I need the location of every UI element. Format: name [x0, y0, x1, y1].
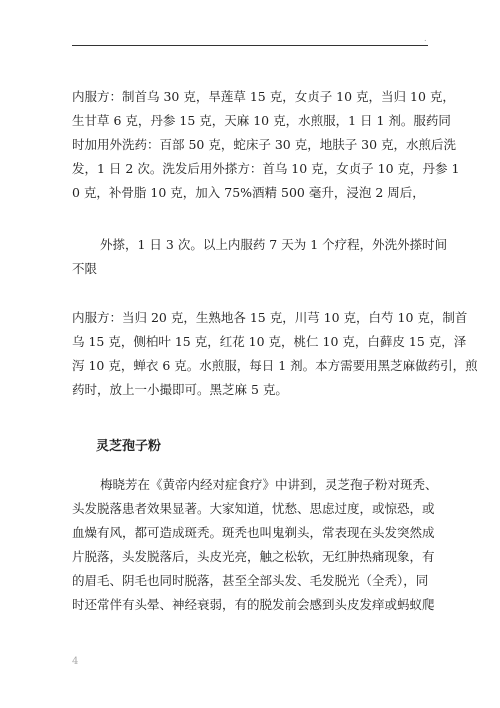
text-line: 0 克，补骨脂 10 克，加入 75%酒精 500 毫升，浸泡 2 周后，	[72, 185, 425, 200]
section-heading: 灵芝孢子粉	[96, 439, 162, 454]
text-line: 头发脱落患者效果显著。大家知道，忧愁、思虑过度，或惊恐，或	[72, 501, 435, 516]
text-line: 泻 10 克，蝉衣 6 克。水煎服，每日 1 剂。本方需要用黑芝麻做药引，煎	[72, 358, 478, 373]
text-line: 发，1 日 2 次。洗发后用外搽方：首乌 10 克，女贞子 10 克，丹参 1	[72, 161, 460, 176]
text-line: 梅晓芳在《黄帝内经对症食疗》中讲到，灵芝孢子粉对斑秃、	[100, 477, 438, 492]
header-mark: .	[424, 34, 427, 43]
text-line: 内服方：当归 20 克，生熟地各 15 克，川芎 10 克，白芍 10 克，制首	[72, 310, 468, 325]
text-line: 的眉毛、阴毛也同时脱落，甚至全部头发、毛发脱光（全秃），同	[72, 573, 429, 588]
text-line: 不限	[72, 261, 98, 276]
text-line: 药时，放上一小撮即可。黑芝麻 5 克。	[72, 382, 288, 397]
text-line: 乌 15 克，侧柏叶 15 克，红花 10 克，桃仁 10 克，白藓皮 15 克，泽	[72, 334, 467, 349]
header-rule	[72, 45, 428, 46]
section-3-paragraph	[72, 306, 478, 402]
text-line: 时还常伴有头晕、神经衰弱，有的脱发前会感到头皮发痒或蚂蚁爬	[72, 597, 435, 612]
text-line: 外搽，1 日 3 次。以上内服药 7 天为 1 个疗程，外洗外搽时间	[100, 237, 448, 252]
text-line: 片脱落，头发脱落后，头皮光亮，触之松软，无红肿热痛现象，有	[72, 549, 435, 564]
text-line: 血燥有风，都可造成斑秃。斑秃也叫鬼剃头，常表现在头发突然成	[72, 525, 435, 540]
text-line: 内服方：制首乌 30 克，旱莲草 15 克，女贞子 10 克，当归 10 克，	[72, 89, 455, 104]
page-number: 4	[72, 656, 79, 667]
section-5-paragraph	[72, 473, 438, 617]
section-1-paragraph	[72, 85, 460, 205]
section-2-paragraph	[72, 233, 448, 281]
text-line: 生甘草 6 克，丹参 15 克，天麻 10 克，水煎服，1 日 1 剂。服药同	[72, 113, 451, 128]
text-line: 时加用外洗药：百部 50 克，蛇床子 30 克，地肤子 30 克，水煎后洗	[72, 137, 457, 152]
